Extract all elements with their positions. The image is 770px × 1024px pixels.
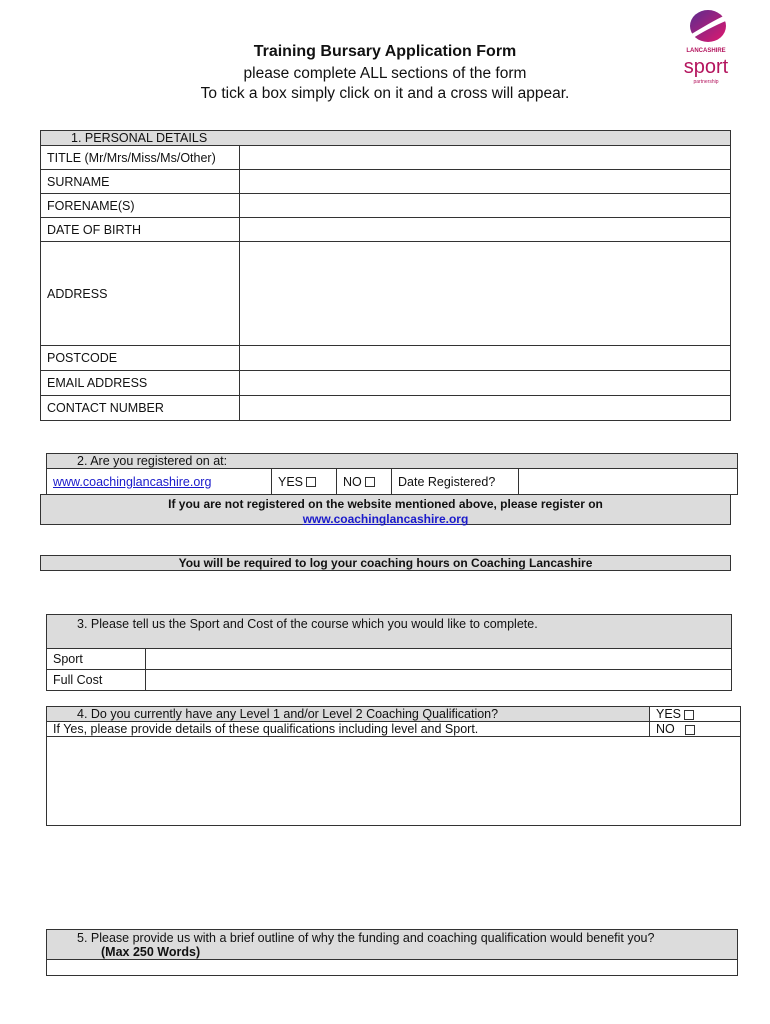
checkbox-icon bbox=[306, 477, 316, 487]
section2-heading: 2. Are you registered on at: bbox=[47, 454, 738, 469]
checkbox-icon bbox=[365, 477, 375, 487]
qualification-table bbox=[46, 706, 741, 826]
field-label-forenames: FORENAME(S) bbox=[41, 194, 240, 218]
checkbox-icon bbox=[684, 710, 694, 720]
section5-heading-box bbox=[46, 929, 738, 960]
logo-sub-text: partnership bbox=[693, 79, 719, 85]
registration-notice bbox=[40, 494, 731, 525]
form-instruction: please complete ALL sections of the form bbox=[243, 65, 527, 82]
section5-limit: (Max 250 Words) bbox=[101, 945, 201, 959]
field-label-dob: DATE OF BIRTH bbox=[41, 218, 240, 242]
section1-heading: 1. PERSONAL DETAILS bbox=[41, 131, 240, 146]
log-hours-notice: You will be required to log your coaching hours on Coaching Lancashire bbox=[40, 555, 731, 571]
registered-yes-label: YES bbox=[278, 474, 304, 489]
qualification-no-checkbox[interactable] bbox=[650, 722, 741, 737]
qualification-yes-label: YES bbox=[656, 707, 682, 721]
section4-heading: 4. Do you currently have any Level 1 and/or Level 2 Coaching Qualification? bbox=[47, 707, 650, 722]
sport-label: Sport bbox=[47, 649, 146, 670]
form-title: Training Bursary Application Form bbox=[253, 43, 517, 60]
cost-input[interactable] bbox=[146, 670, 732, 691]
field-label-title: TITLE (Mr/Mrs/Miss/Ms/Other) bbox=[41, 146, 240, 170]
logo-top-text: LANCASHIRE bbox=[686, 48, 726, 54]
logo-swoosh-icon bbox=[682, 6, 730, 46]
sport-input[interactable] bbox=[146, 649, 732, 670]
dob-input[interactable] bbox=[240, 218, 731, 242]
coaching-lancashire-link[interactable]: www.coachinglancashire.org bbox=[53, 474, 212, 489]
field-label-contact: CONTACT NUMBER bbox=[41, 396, 240, 421]
section5-answer-input[interactable] bbox=[46, 959, 738, 976]
address-input[interactable] bbox=[240, 242, 731, 346]
field-label-postcode: POSTCODE bbox=[41, 346, 240, 371]
qualification-details-label: If Yes, please provide details of these qualifications including level and Sport. bbox=[47, 722, 650, 737]
personal-details-table bbox=[40, 130, 731, 421]
cost-label: Full Cost bbox=[47, 670, 146, 691]
qualification-yes-checkbox[interactable] bbox=[650, 707, 741, 722]
lancashire-sport-logo bbox=[682, 6, 730, 88]
email-input[interactable] bbox=[240, 371, 731, 396]
checkbox-icon bbox=[685, 725, 695, 735]
registered-no-checkbox[interactable] bbox=[337, 469, 392, 495]
title-input[interactable] bbox=[240, 146, 731, 170]
form-tick-instruction: To tick a box simply click on it and a cross will appear. bbox=[200, 85, 570, 102]
forenames-input[interactable] bbox=[240, 194, 731, 218]
registered-no-label: NO bbox=[343, 474, 362, 489]
field-label-address: ADDRESS bbox=[41, 242, 240, 346]
postcode-input[interactable] bbox=[240, 346, 731, 371]
section5-heading: 5. Please provide us with a brief outline of why the funding and coaching qualification would benefit you? bbox=[77, 931, 655, 945]
field-label-surname: SURNAME bbox=[41, 170, 240, 194]
registered-yes-checkbox[interactable] bbox=[272, 469, 337, 495]
qualification-no-label: NO bbox=[656, 722, 675, 736]
register-link[interactable]: www.coachinglancashire.org bbox=[302, 512, 469, 526]
registration-notice-text: If you are not registered on the website mentioned above, please register on bbox=[168, 497, 603, 511]
date-registered-label: Date Registered? bbox=[392, 469, 519, 495]
date-registered-input[interactable] bbox=[519, 469, 738, 495]
registration-table bbox=[46, 453, 738, 495]
surname-input[interactable] bbox=[240, 170, 731, 194]
section3-heading: 3. Please tell us the Sport and Cost of the course which you would like to complete. bbox=[47, 615, 732, 649]
field-label-email: EMAIL ADDRESS bbox=[41, 371, 240, 396]
contact-input[interactable] bbox=[240, 396, 731, 421]
course-table bbox=[46, 614, 732, 691]
qualification-details-input[interactable] bbox=[47, 737, 741, 826]
logo-main-text: sport bbox=[683, 56, 729, 78]
